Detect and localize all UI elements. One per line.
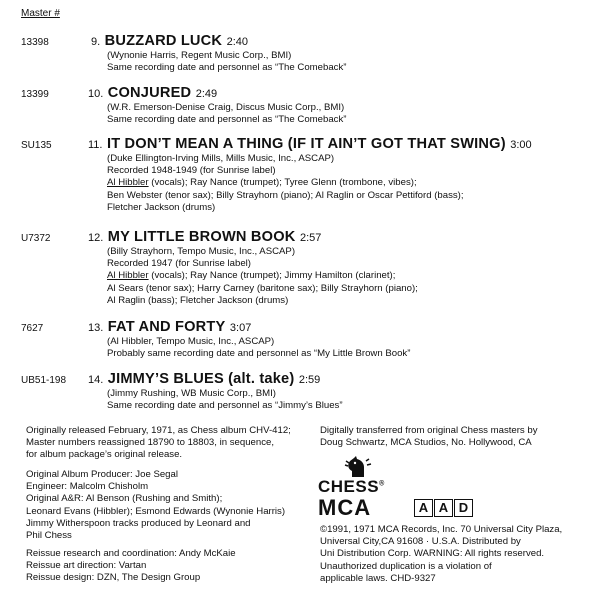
legal-notice — [320, 524, 562, 585]
reissue-credits — [26, 548, 236, 585]
track-title: CONJURED — [107, 85, 192, 101]
legal-line: Uni Distribution Corp. WARNING: All rights reserved. — [320, 548, 545, 560]
credit-line: Engineer: Malcolm Chisholm — [26, 481, 149, 493]
track-title-line — [88, 228, 321, 247]
detail-line: (Al Hibbler, Tempo Music, Inc., ASCAP) — [107, 336, 275, 347]
detail-line: Al Sears (tenor sax); Harry Carney (baritone sax); Billy Strayhorn (piano); — [107, 282, 418, 294]
master-number: SU135 — [21, 140, 52, 151]
track-duration: 2:40 — [226, 36, 249, 48]
track-number: 13. — [88, 322, 104, 334]
credit-line: Original A&R: Al Benson (Rushing and Smith); — [26, 493, 223, 505]
track-title-line — [88, 370, 320, 389]
track-duration: 3:00 — [510, 139, 532, 151]
detail-line: (W.R. Emerson-Denise Craig, Discus Music Corp., BMI) — [107, 102, 345, 113]
track-details — [107, 336, 410, 360]
track-title-line — [88, 318, 251, 337]
track-details — [107, 153, 464, 214]
track-details — [107, 50, 346, 74]
master-number: U7372 — [21, 233, 51, 244]
sparc-letter: A — [414, 499, 433, 517]
detail-line: (Jimmy Rushing, WB Music Corp., BMI) — [107, 388, 276, 399]
sparc-code-badge — [414, 499, 473, 517]
detail-line — [107, 177, 464, 189]
detail-line: (Billy Strayhorn, Tempo Music, Inc., ASCAP) — [107, 246, 296, 257]
credit-line: Original Album Producer: Joe Segal — [26, 469, 178, 480]
note-line: Originally released February, 1971, as Chess album CHV-412; — [26, 425, 291, 436]
vocalist-name: Al Hibbler — [107, 270, 149, 282]
reissue-line: Reissue research and coordination: Andy McKaie — [26, 548, 236, 559]
transfer-line: Doug Schwartz, MCA Studios, No. Hollywood, CA — [320, 437, 532, 449]
note-line: Master numbers reassigned 18790 to 18803, in sequence, — [26, 437, 274, 449]
detail-line-rest: (vocals); Ray Nance (trumpet); Jimmy Hamilton (clarinet); — [148, 270, 396, 282]
master-number: 13398 — [21, 37, 49, 48]
track-details — [107, 102, 346, 126]
track-title: FAT AND FORTY — [107, 319, 226, 335]
track-title: JIMMY’S BLUES (alt. take) — [107, 371, 295, 387]
reissue-line: Reissue design: DZN, The Design Group — [26, 572, 201, 584]
detail-line: Probably same recording date and personnel as “My Little Brown Book” — [107, 348, 411, 360]
legal-line: Universal City,CA 91608 · U.S.A. Distributed by — [320, 536, 521, 548]
master-number: 13399 — [21, 89, 49, 100]
registered-mark: ® — [379, 480, 385, 488]
track-title: MY LITTLE BROWN BOOK — [107, 229, 296, 245]
track-title-line — [91, 32, 248, 51]
detail-line-rest: (vocals); Ray Nance (trumpet); Tyree Glenn (trombone, vibes); — [148, 177, 417, 189]
mca-wordmark: MCA — [318, 495, 372, 520]
note-line: for album package’s original release. — [26, 449, 183, 461]
track-duration: 3:07 — [229, 322, 252, 334]
sparc-letter: D — [454, 499, 473, 517]
track-number: 12. — [88, 232, 104, 244]
track-number: 11. — [88, 139, 103, 151]
credit-line: Phil Chess — [26, 530, 72, 542]
detail-line: Fletcher Jackson (drums) — [107, 201, 216, 213]
chess-text: CHESS — [318, 477, 380, 496]
track-duration: 2:59 — [298, 374, 321, 386]
credit-line: Leonard Evans (Hibbler); Esmond Edwards (Wynonie Harris) — [26, 505, 286, 517]
detail-line: Same recording date and personnel as “The Comeback” — [107, 114, 347, 126]
chess-knight-icon — [342, 455, 382, 479]
track-details — [107, 388, 343, 412]
track-title: IT DON’T MEAN A THING (IF IT AIN’T GOT THAT SWING) — [106, 136, 506, 152]
track-duration: 2:49 — [195, 88, 218, 100]
track-number: 14. — [88, 374, 104, 386]
release-notes — [26, 425, 291, 462]
credit-line: Jimmy Witherspoon tracks produced by Leonard and — [26, 517, 251, 529]
track-title: BUZZARD LUCK — [104, 33, 223, 49]
master-header: Master # — [21, 8, 60, 19]
transfer-note — [320, 425, 538, 449]
track-details — [107, 246, 418, 307]
track-duration: 2:57 — [299, 232, 322, 244]
detail-line: Recorded 1948-1949 (for Sunrise label) — [107, 165, 276, 177]
track-number: 9. — [91, 36, 101, 48]
legal-line: Unauthorized duplication is a violation of — [320, 560, 492, 572]
detail-line — [107, 270, 418, 282]
album-credits — [26, 469, 285, 542]
legal-line: ©1991, 1971 MCA Records, Inc. 70 Universal City Plaza, — [320, 524, 563, 535]
detail-line: Recorded 1947 (for Sunrise label) — [107, 258, 251, 270]
reissue-line: Reissue art direction: Vartan — [26, 560, 147, 572]
track-title-line — [88, 135, 532, 154]
master-number: 7627 — [21, 323, 44, 334]
legal-line: applicable laws. CHD-9327 — [320, 572, 436, 584]
vocalist-name: Al Hibbler — [107, 177, 149, 189]
transfer-line: Digitally transferred from original Chess masters by — [320, 425, 538, 436]
detail-line: Ben Webster (tenor sax); Billy Strayhorn (piano); Al Raglin or Oscar Pettiford (bass); — [107, 189, 464, 201]
chess-wordmark — [318, 477, 385, 497]
track-number: 10. — [88, 88, 104, 100]
track-title-line — [88, 84, 217, 103]
sparc-letter: A — [434, 499, 453, 517]
detail-line: (Wynonie Harris, Regent Music Corp., BMI) — [107, 50, 292, 61]
master-number: UB51-198 — [21, 375, 67, 386]
detail-line: Al Raglin (bass); Fletcher Jackson (drums) — [107, 294, 289, 306]
detail-line: (Duke Ellington-Irving Mills, Mills Music, Inc., ASCAP) — [107, 153, 335, 164]
detail-line: Same recording date and personnel as “Jimmy’s Blues” — [107, 400, 343, 412]
detail-line: Same recording date and personnel as “The Comeback” — [107, 62, 347, 74]
